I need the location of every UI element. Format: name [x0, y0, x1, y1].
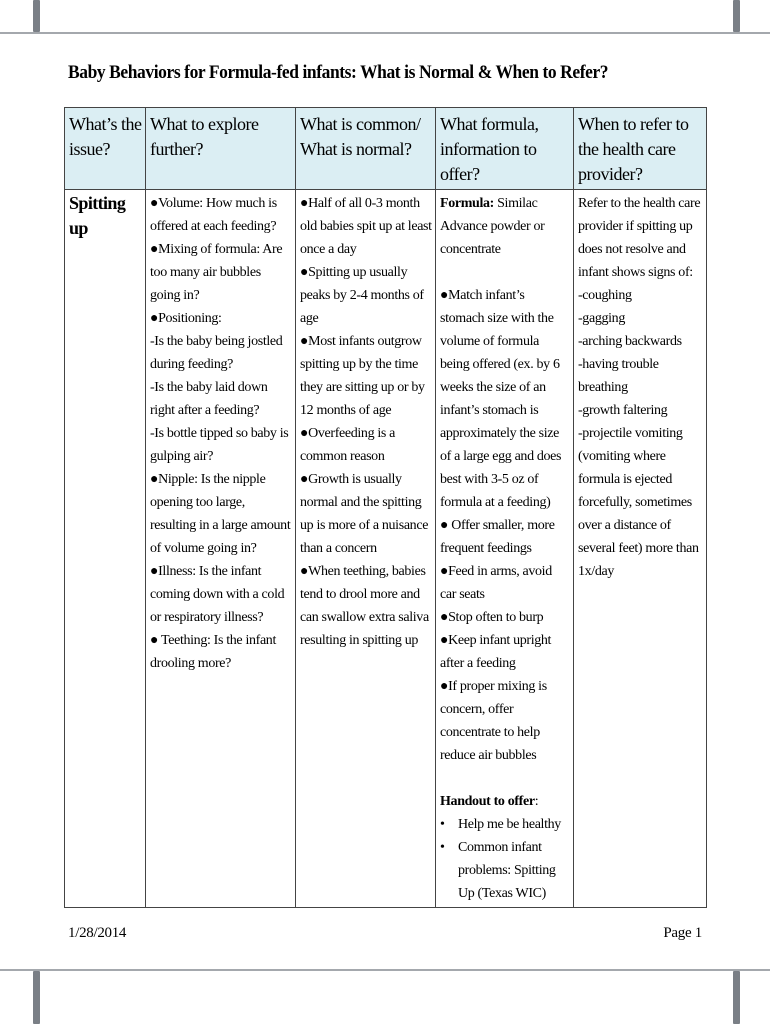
normal-item: ●Most infants outgrow spitting up by the time they are sitting up or by 12 months of age [300, 334, 425, 418]
formula-tip: ●Stop often to burp [440, 610, 544, 625]
formula-spacer [440, 261, 571, 284]
top-left-margin-bar [33, 0, 40, 32]
formula-spacer [440, 767, 571, 790]
handout-colon: : [534, 794, 539, 809]
normal-item: ●Spitting up usually peaks by 2-4 months of age [300, 265, 424, 326]
top-right-margin-bar [733, 0, 740, 32]
formula-recommendation [440, 192, 571, 261]
header-formula: What formula, information to offer? [436, 108, 574, 190]
refer-item: -coughing [578, 288, 632, 303]
bottom-left-margin-bar [33, 971, 40, 1024]
formula-tip: ●If proper mixing is concern, offer concentrate to help reduce air bubbles [440, 679, 547, 763]
explore-item: ●Nipple: Is the nipple opening too large, resulting in a large amount of volume going in? [150, 472, 291, 556]
normal-item: ●When teething, babies tend to drool more and can swallow extra saliva resulting in spitting up [300, 564, 429, 648]
header-issue: What’s the issue? [65, 108, 146, 190]
formula-name: Similac Advance powder or concentrate [440, 196, 545, 257]
refer-item: -growth faltering [578, 403, 668, 418]
explore-cell [146, 190, 296, 908]
explore-item: ●Illness: Is the infant coming down with a cold or respiratory illness? [150, 564, 285, 625]
explore-item: -Is bottle tipped so baby is gulping air? [150, 426, 289, 464]
footer-page-number: Page 1 [663, 925, 702, 941]
behaviors-table [64, 107, 707, 908]
table-row [65, 190, 707, 908]
explore-item: -Is the baby laid down right after a feeding? [150, 380, 268, 418]
explore-item: ● Teething: Is the infant drooling more? [150, 633, 276, 671]
header-explore: What to explore further? [146, 108, 296, 190]
handout-heading [440, 790, 571, 813]
refer-item: -projectile vomiting (vomiting where formula is ejected forcefully, sometimes over a distance of several feet) more than 1x/day [578, 426, 699, 579]
handout-item: • Common infant problems: Spitting Up (Texas WIC) [440, 836, 571, 905]
table-header-row [65, 108, 707, 190]
bottom-rule [0, 969, 770, 971]
explore-item: ●Positioning: [150, 311, 222, 326]
explore-item: ●Volume: How much is offered at each feeding? [150, 196, 277, 234]
formula-label: Formula: [440, 196, 494, 211]
handout-list [440, 813, 571, 905]
refer-item: -gagging [578, 311, 625, 326]
issue-cell [65, 190, 146, 908]
normal-cell [296, 190, 436, 908]
normal-item: ●Overfeeding is a common reason [300, 426, 396, 464]
header-normal: What is common/ What is normal? [296, 108, 436, 190]
refer-item: Refer to the health care provider if spitting up does not resolve and infant shows signs of: [578, 196, 701, 280]
bottom-right-margin-bar [733, 971, 740, 1024]
normal-item: ●Half of all 0-3 month old babies spit up at least once a day [300, 196, 432, 257]
normal-item: ●Growth is usually normal and the spitting up is more of a nuisance than a concern [300, 472, 429, 556]
refer-cell [574, 190, 707, 908]
explore-item: -Is the baby being jostled during feeding? [150, 334, 283, 372]
formula-tip: ●Feed in arms, avoid car seats [440, 564, 552, 602]
formula-cell [436, 190, 574, 908]
header-refer: When to refer to the health care provider? [574, 108, 707, 190]
formula-tip: ●Match infant’s stomach size with the volume of formula being offered (ex. by 6 weeks the size of an infant’s stomach is approximately the size of a large egg and does best with 3-5 oz of formula at a feeding) [440, 288, 562, 510]
handout-item: • Help me be healthy [440, 813, 571, 836]
handout-label: Handout to offer [440, 794, 535, 809]
refer-item: -having trouble breathing [578, 357, 659, 395]
document-title: Baby Behaviors for Formula-fed infants: What is Normal & When to Refer? [68, 62, 609, 83]
explore-item: ●Mixing of formula: Are too many air bubbles going in? [150, 242, 283, 303]
issue-label: Spitting up [69, 193, 126, 238]
footer-date: 1/28/2014 [68, 925, 127, 941]
refer-item: -arching backwards [578, 334, 682, 349]
formula-tip: ●Keep infant upright after a feeding [440, 633, 552, 671]
formula-tip: ● Offer smaller, more frequent feedings [440, 518, 555, 556]
top-rule [0, 32, 770, 34]
